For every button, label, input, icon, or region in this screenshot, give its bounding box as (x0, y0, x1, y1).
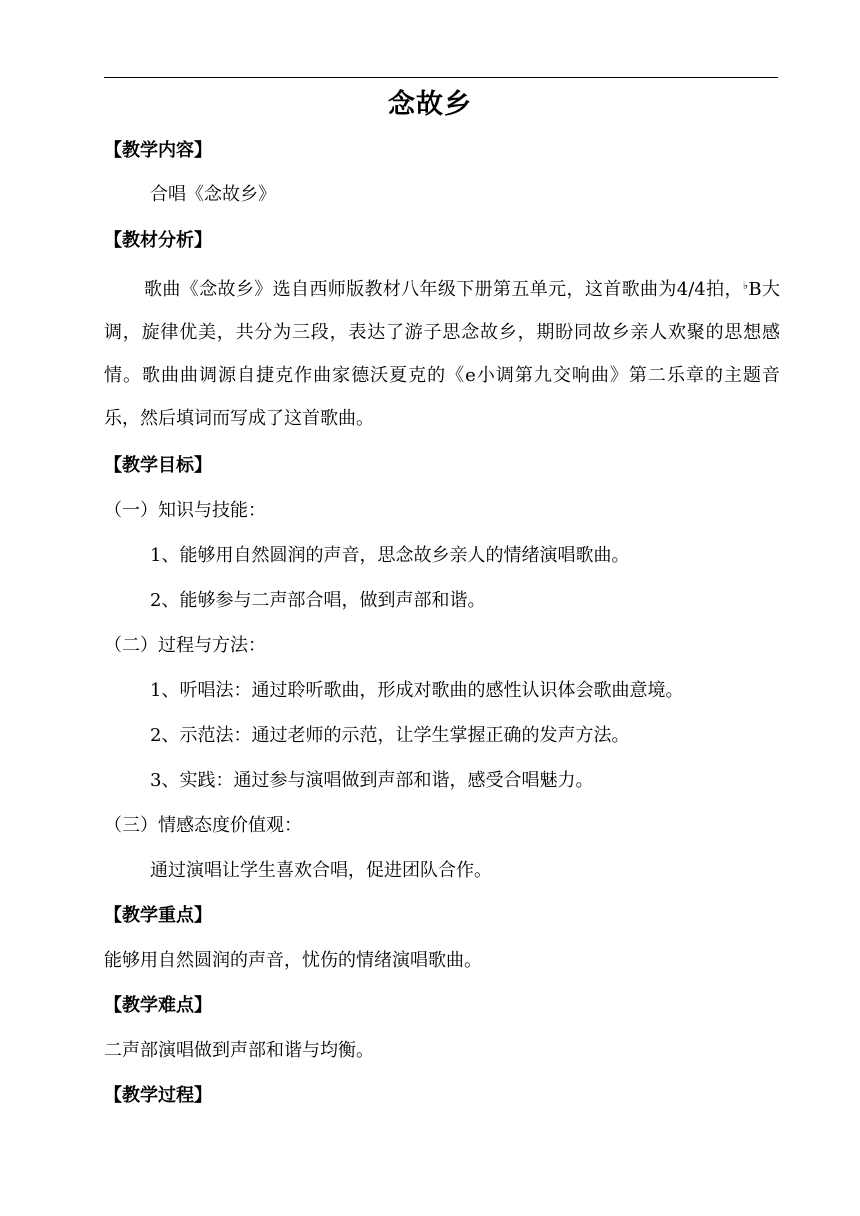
difficulties-text: 二声部演唱做到声部和谐与均衡。 (104, 1040, 374, 1061)
objective-item: 3、实践：通过参与演唱做到声部和谐，感受合唱魅力。 (150, 770, 594, 791)
analysis-text-part1: 歌曲《念故乡》选自西师版教材八年级下册第五单元，这首歌曲为4/4拍， (144, 279, 743, 300)
analysis-paragraph (104, 264, 780, 440)
objective-group-label: （三）情感态度价值观： (104, 815, 302, 836)
objective-item: 2、能够参与二声部合唱，做到声部和谐。 (150, 590, 486, 611)
objective-item: 2、示范法：通过老师的示范，让学生掌握正确的发声方法。 (150, 725, 630, 746)
section-heading-content: 【教学内容】 (104, 140, 212, 161)
section-heading-objectives: 【教学目标】 (104, 455, 212, 476)
objective-item: 1、听唱法：通过聆听歌曲，形成对歌曲的感性认识体会歌曲意境。 (150, 680, 684, 701)
content-text: 合唱《念故乡》 (150, 184, 276, 205)
section-heading-key-points: 【教学重点】 (104, 905, 212, 926)
section-heading-analysis: 【教材分析】 (104, 230, 212, 251)
section-heading-process: 【教学过程】 (104, 1085, 212, 1106)
objective-item: 1、能够用自然圆润的声音，思念故乡亲人的情绪演唱歌曲。 (150, 545, 630, 566)
objective-item: 通过演唱让学生喜欢合唱，促进团队合作。 (150, 860, 492, 881)
key-points-text: 能够用自然圆润的声音，忧伤的情绪演唱歌曲。 (104, 950, 482, 971)
header-rule (104, 77, 778, 78)
section-heading-difficulties: 【教学难点】 (104, 995, 212, 1016)
document-title: 念故乡 (388, 89, 472, 120)
analysis-text-part2: B大调，旋律优美，共分为三段，表达了游子思念故乡，期盼同故乡亲人欢聚的思想感情。歌曲曲调源自捷克作曲家德沃夏克的《e小调第九交响曲》第二乐章的主题音乐，然后填词而写成了这首歌曲。 (104, 279, 780, 429)
objective-group-label: （二）过程与方法： (104, 635, 266, 656)
flat-sign: ♭ (742, 279, 749, 292)
objective-group-label: （一）知识与技能： (104, 500, 266, 521)
